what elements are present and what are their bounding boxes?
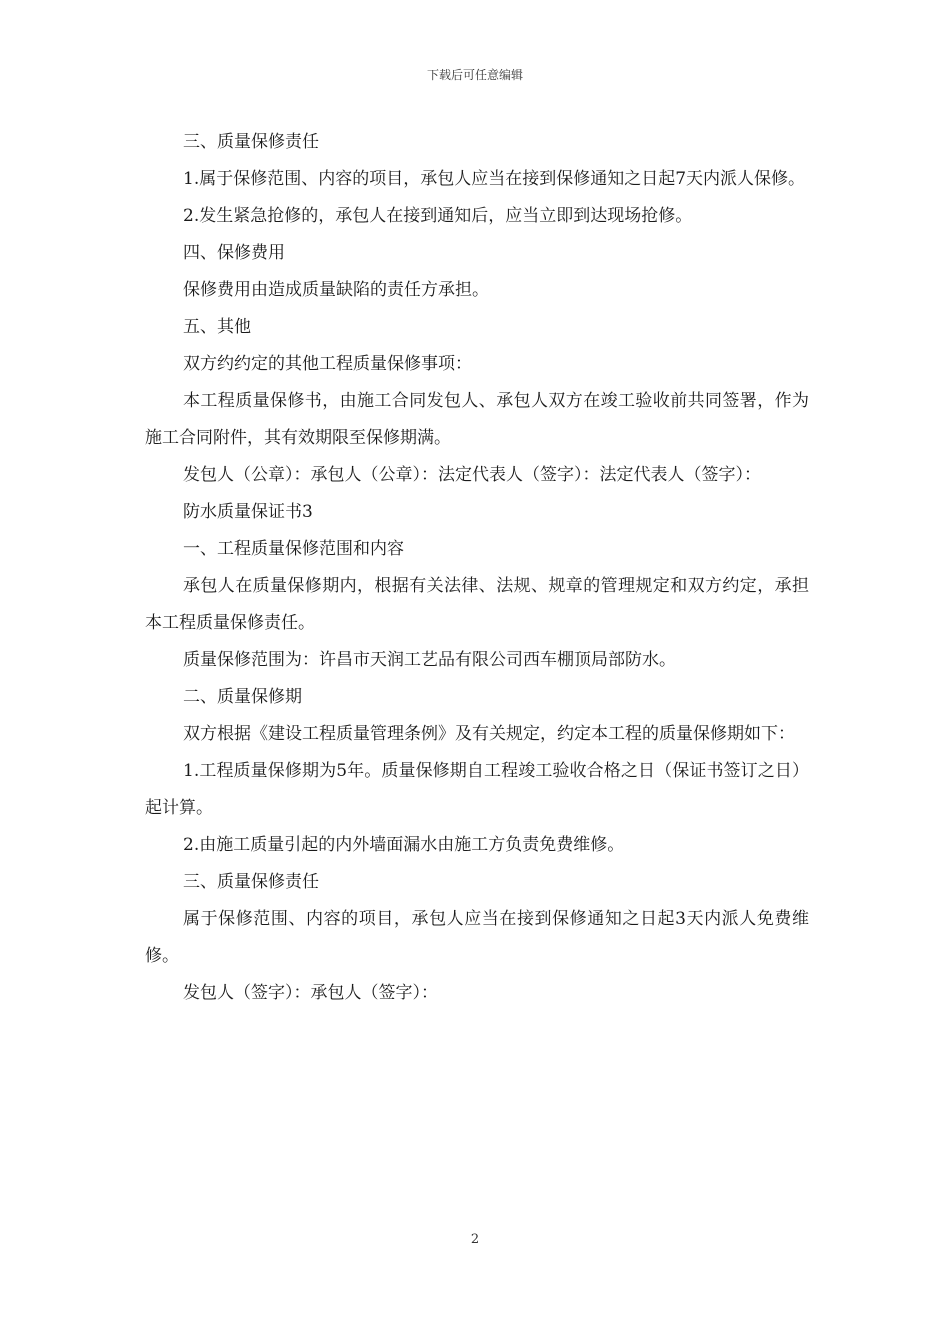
- paragraph: 2.发生紧急抢修的，承包人在接到通知后，应当立即到达现场抢修。: [183, 206, 693, 226]
- paragraph: 双方根据《建设工程质量管理条例》及有关规定，约定本工程的质量保修期如下：: [183, 724, 795, 744]
- page-header: 下载后可任意编辑: [426, 68, 523, 82]
- section-heading: 二、质量保修期: [183, 687, 302, 707]
- paragraph: 保修费用由造成质量缺陷的责任方承担。: [183, 280, 489, 300]
- document-body: [145, 124, 809, 1012]
- document-title: 防水质量保证书3: [183, 502, 313, 522]
- section-heading: 一、工程质量保修范围和内容: [183, 539, 404, 559]
- section-heading: 四、保修费用: [183, 243, 285, 263]
- paragraph: 2.由施工质量引起的内外墙面漏水由施工方负责免费维修。: [183, 835, 625, 855]
- paragraph: 属于保修范围、内容的项目，承包人应当在接到保修通知之日起3天内派人免费维修。: [145, 909, 809, 966]
- signature-line: 发包人（公章）：承包人（公章）：法定代表人（签字）：法定代表人（签字）：: [183, 465, 761, 485]
- paragraph: 质量保修范围为：许昌市天润工艺品有限公司西车棚顶局部防水。: [183, 650, 676, 670]
- paragraph: 1.工程质量保修期为5年。质量保修期自工程竣工验收合格之日（保证书签订之日）起计算。: [145, 761, 809, 818]
- paragraph: 承包人在质量保修期内，根据有关法律、法规、规章的管理规定和双方约定，承担本工程质量保修责任。: [145, 576, 809, 633]
- section-heading: 三、质量保修责任: [183, 132, 319, 152]
- signature-line: 发包人（签字）：承包人（签字）：: [183, 983, 438, 1003]
- page-number: 2: [470, 1232, 480, 1247]
- section-heading: 五、其他: [183, 317, 251, 337]
- section-heading: 三、质量保修责任: [183, 872, 319, 892]
- paragraph: 本工程质量保修书，由施工合同发包人、承包人双方在竣工验收前共同签署，作为施工合同附件，其有效期限至保修期满。: [145, 391, 809, 448]
- paragraph: 双方约约定的其他工程质量保修事项：: [183, 354, 472, 374]
- paragraph: 1.属于保修范围、内容的项目，承包人应当在接到保修通知之日起7天内派人保修。: [183, 169, 806, 189]
